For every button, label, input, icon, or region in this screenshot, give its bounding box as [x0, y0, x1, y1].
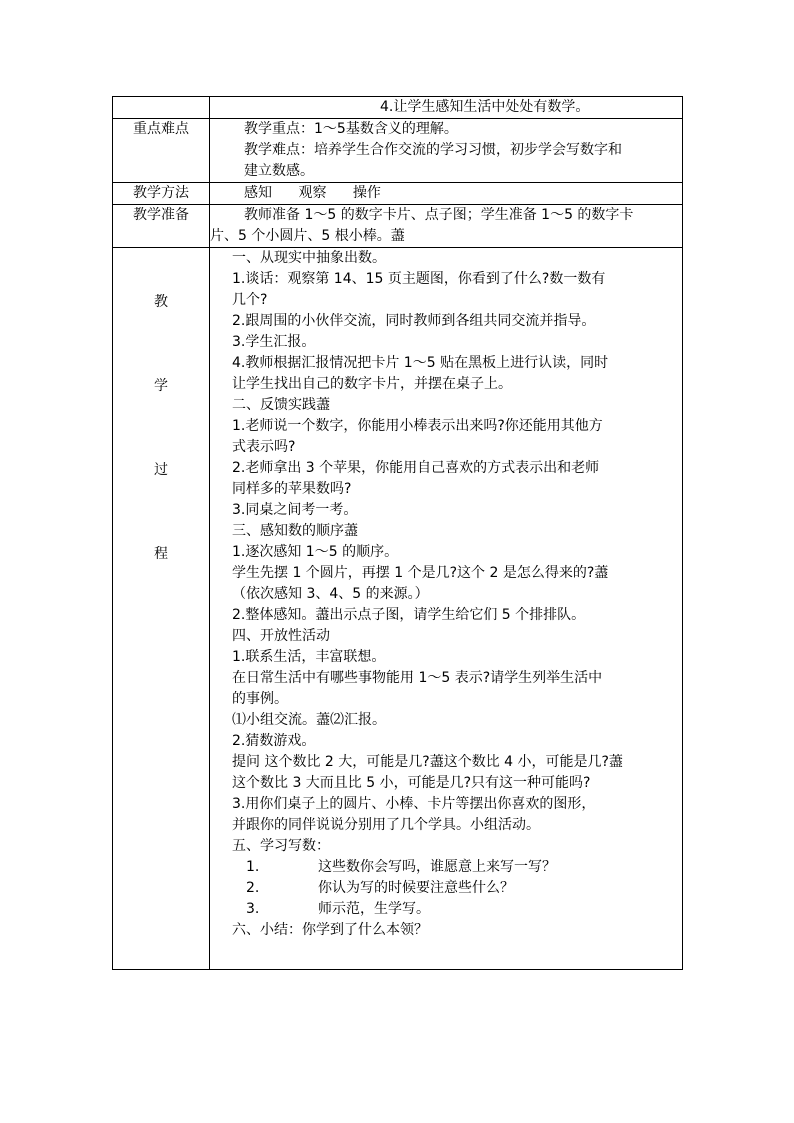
method-item: 感知 — [244, 185, 272, 201]
content-line: 1.逐次感知 1～5 的顺序。 — [232, 544, 399, 560]
method-item: 操作 — [352, 185, 381, 201]
content-line: 4.让学生感知生活中处处有数学。 — [380, 99, 590, 115]
content-line: 二、反馈实践藎 — [232, 397, 330, 413]
table-row — [113, 97, 683, 119]
content-line: 1.谈话：观察第 14、15 页主题图，你看到了什么?数一数有 — [232, 271, 606, 287]
row-content — [210, 119, 683, 183]
method-list — [210, 183, 682, 204]
row-content — [210, 205, 683, 248]
content-line: 五、学习写数： — [232, 838, 330, 854]
list-item — [210, 857, 682, 878]
table-row — [113, 205, 683, 248]
list-text: 师示范，生学写。 — [318, 901, 430, 917]
content-line: 提问 这个数比 2 大，可能是几?藎这个数比 4 小，可能是几?藎 — [232, 754, 623, 770]
row-content — [210, 183, 683, 205]
row-label-empty — [113, 97, 210, 119]
method-item: 观察 — [298, 185, 327, 201]
content-line: 六、小结：你学到了什么本领？ — [232, 922, 428, 938]
process-label-char: 过 — [154, 462, 168, 478]
content-line: 让学生找出自己的数字卡片，并摆在桌子上。 — [232, 376, 512, 392]
table-row — [113, 248, 683, 970]
content-line: 教师准备 1～5 的数字卡片、点子图；学生准备 1～5 的数字卡 — [244, 207, 634, 223]
content-line: 几个? — [232, 292, 268, 308]
list-text: 这些数你会写吗，谁愿意上来写一写？ — [318, 859, 556, 875]
process-label-char: 学 — [154, 378, 168, 394]
table-row — [113, 119, 683, 183]
content-line: 并跟你的同伴说说分别用了几个学具。小组活动。 — [232, 817, 540, 833]
process-label-char: 教 — [154, 294, 168, 310]
lesson-plan-table — [112, 96, 683, 970]
content-line: 三、感知数的顺序藎 — [232, 523, 358, 539]
content-line: 2.老师拿出 3 个苹果，你能用自己喜欢的方式表示出和老师 — [232, 460, 600, 476]
content-line: 2.跟周围的小伙伴交流，同时教师到各组共同交流并指导。 — [232, 313, 596, 329]
content-line: 片、5 个小圆片、5 根小棒。藎 — [210, 228, 405, 244]
content-line: 3.同桌之间考一考。 — [232, 502, 358, 518]
content-line: 式表示吗? — [232, 439, 296, 455]
process-label-char: 程 — [154, 546, 168, 562]
row-label-method: 教学方法 — [113, 183, 210, 205]
content-line: ⑴小组交流。藎⑵汇报。 — [232, 712, 386, 728]
content-line: 一、从现实中抽象出数。 — [232, 250, 386, 266]
row-label-key-points: 重点难点 — [113, 119, 210, 183]
row-label-process — [113, 248, 210, 970]
list-number: 2. — [246, 880, 260, 896]
content-line: 3.用你们桌子上的圆片、小棒、卡片等摆出你喜欢的图形， — [232, 796, 596, 812]
list-number: 1. — [246, 859, 260, 875]
list-number: 3. — [246, 901, 260, 917]
content-line: 3.学生汇报。 — [232, 334, 316, 350]
row-content — [210, 248, 683, 970]
content-line: 建立数感。 — [244, 163, 314, 179]
content-line: 4.教师根据汇报情况把卡片 1～5 贴在黑板上进行认读，同时 — [232, 355, 609, 371]
list-text: 你认为写的时候要注意些什么？ — [318, 880, 514, 896]
content-line: 1.联系生活，丰富联想。 — [232, 649, 386, 665]
content-line: （依次感知 3、4、5 的来源。） — [232, 586, 429, 602]
list-item — [210, 899, 682, 920]
list-item — [210, 878, 682, 899]
content-line: 的事例。 — [232, 691, 288, 707]
content-line: 教学重点：1～5基数含义的理解。 — [244, 121, 458, 137]
content-line: 同样多的苹果数吗? — [232, 481, 352, 497]
table-row — [113, 183, 683, 205]
row-content — [210, 97, 683, 119]
content-line: 在日常生活中有哪些事物能用 1～5 表示?请学生列举生活中 — [232, 670, 603, 686]
row-label-preparation: 教学准备 — [113, 205, 210, 248]
content-line: 1.老师说一个数字，你能用小棒表示出来吗?你还能用其他方 — [232, 418, 603, 434]
content-line: 2.猜数游戏。 — [232, 733, 316, 749]
content-line: 教学难点：培养学生合作交流的学习习惯，初步学会写数字和 — [244, 142, 622, 158]
content-line: 这个数比 3 大而且比 5 小，可能是几?只有这一种可能吗? — [232, 775, 591, 791]
content-line: 学生先摆 1 个圆片，再摆 1 个是几?这个 2 是怎么得来的?藎 — [232, 565, 609, 581]
content-line: 2.整体感知。藎出示点子图，请学生给它们 5 个排排队。 — [232, 607, 586, 623]
content-line: 四、开放性活动 — [232, 628, 330, 644]
